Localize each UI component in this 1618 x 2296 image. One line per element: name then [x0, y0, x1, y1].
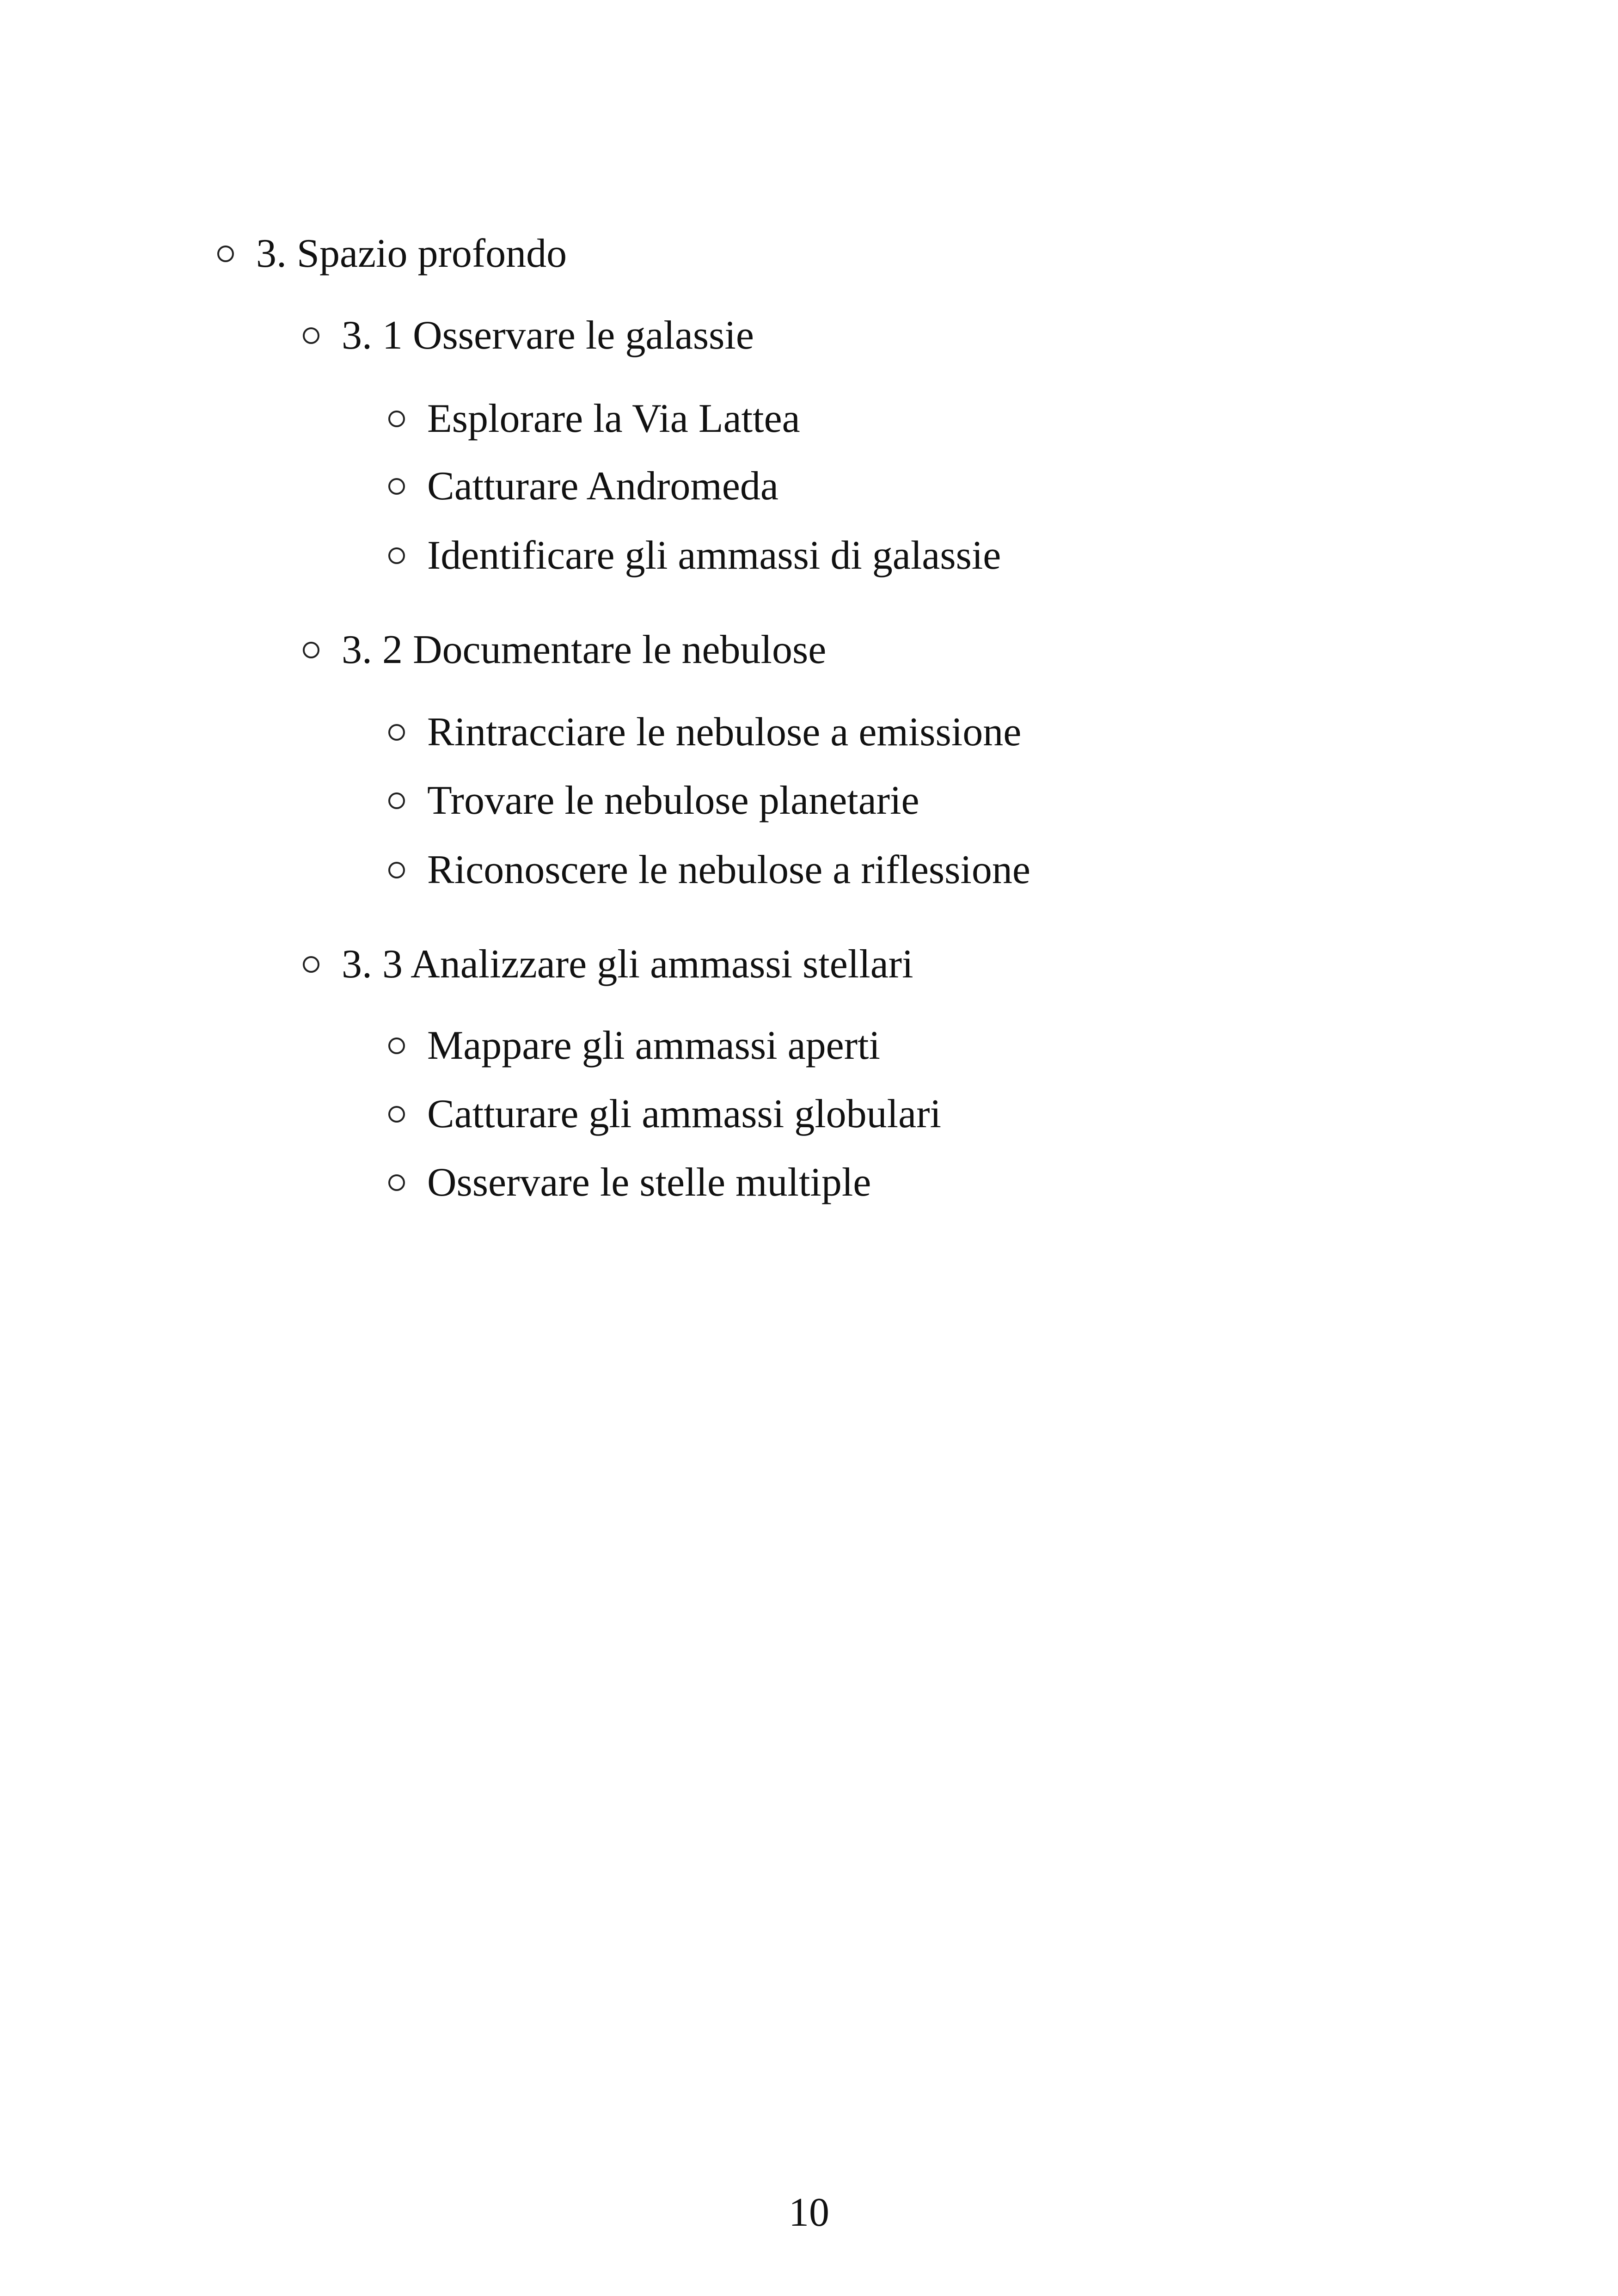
list-item	[388, 466, 778, 507]
list-item-text: Rintracciare le nebulose a emissione	[427, 710, 1022, 755]
list-item	[388, 712, 1021, 753]
hollow-circle-bullet-icon	[388, 724, 405, 741]
list-item	[388, 396, 800, 441]
list-item	[388, 535, 1001, 576]
hollow-circle-bullet-icon	[388, 478, 405, 495]
list-item	[388, 847, 1030, 892]
list-item	[388, 1025, 880, 1066]
list-item-text: Catturare Andromeda	[427, 464, 778, 509]
list-item	[388, 1094, 941, 1135]
subsection-title: 3. 2 Documentare le nebulose	[342, 627, 827, 672]
hollow-circle-bullet-icon	[388, 862, 405, 878]
list-item-text: Osservare le stelle multiple	[427, 1160, 871, 1205]
list-item-subsection	[303, 315, 754, 356]
list-item-text: Riconoscere le nebulose a riflessione	[427, 847, 1030, 892]
list-item-subsection	[303, 627, 827, 672]
list-item-section	[217, 233, 567, 274]
hollow-circle-bullet-icon	[217, 246, 234, 262]
subsection-title: 3. 3 Analizzare gli ammassi stellari	[342, 942, 913, 987]
list-item-text: Mappare gli ammassi aperti	[427, 1023, 880, 1068]
hollow-circle-bullet-icon	[303, 956, 319, 973]
list-item-text: Catturare gli ammassi globulari	[427, 1092, 941, 1136]
hollow-circle-bullet-icon	[388, 792, 405, 809]
subsection-title: 3. 1 Osservare le galassie	[342, 313, 754, 358]
list-item-text: Trovare le nebulose planetarie	[427, 778, 919, 823]
list-item	[388, 1162, 871, 1203]
list-item	[388, 780, 919, 821]
section-title: 3. Spazio profondo	[256, 231, 567, 276]
list-item-text: Esplorare la Via Lattea	[427, 396, 800, 441]
list-item-subsection	[303, 944, 913, 985]
hollow-circle-bullet-icon	[388, 411, 405, 427]
page-number: 10	[789, 2190, 829, 2235]
hollow-circle-bullet-icon	[303, 327, 319, 344]
hollow-circle-bullet-icon	[388, 547, 405, 564]
list-item-text: Identificare gli ammassi di galassie	[427, 533, 1001, 578]
hollow-circle-bullet-icon	[388, 1174, 405, 1191]
hollow-circle-bullet-icon	[303, 642, 319, 658]
hollow-circle-bullet-icon	[388, 1106, 405, 1123]
hollow-circle-bullet-icon	[388, 1037, 405, 1054]
